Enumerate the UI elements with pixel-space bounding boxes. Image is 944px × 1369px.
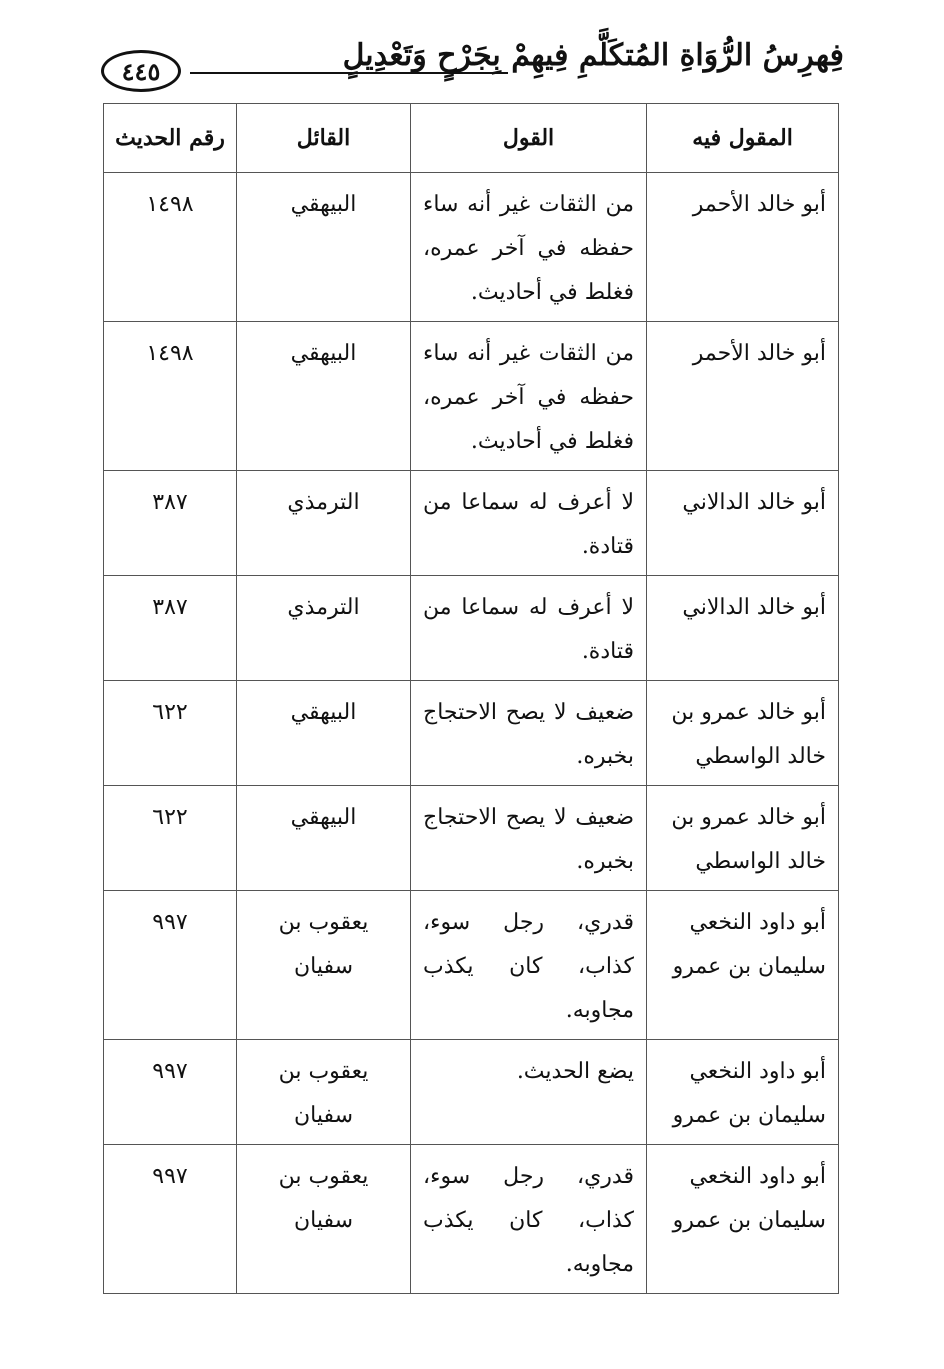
table-row (104, 1145, 839, 1294)
table-row (104, 173, 839, 322)
cell-speaker: الترمذي (237, 576, 411, 681)
table-row (104, 576, 839, 681)
cell-speaker: يعقوب بن سفيان (237, 1040, 411, 1145)
cell-subject: أبو خالد الدالاني (647, 471, 839, 576)
header-rule (190, 72, 508, 74)
cell-speaker: البيهقي (237, 681, 411, 786)
cell-saying: من الثقات غير أنه ساء حفظه في آخر عمره، فغلط في أحاديث. (411, 322, 647, 471)
cell-subject: أبو خالد الدالاني (647, 576, 839, 681)
page-number-badge (101, 50, 181, 92)
cell-subject: أبو داود النخعي سليمان بن عمرو (647, 1040, 839, 1145)
page-number: ٤٤٥ (121, 56, 161, 86)
cell-saying: قدري، رجل سوء، كذاب، كان يكذب مجاوبه. (411, 891, 647, 1040)
cell-subject: أبو خالد عمرو بن خالد الواسطي (647, 786, 839, 891)
column-header-subject: المقول فيه (647, 104, 839, 173)
cell-hadith-number: ٦٢٢ (104, 786, 237, 891)
cell-hadith-number: ٣٨٧ (104, 576, 237, 681)
cell-speaker: الترمذي (237, 471, 411, 576)
cell-hadith-number: ٩٩٧ (104, 891, 237, 1040)
cell-subject: أبو خالد الأحمر (647, 322, 839, 471)
cell-subject: أبو خالد الأحمر (647, 173, 839, 322)
page-header (0, 0, 944, 110)
cell-saying: ضعيف لا يصح الاحتجاج بخبره. (411, 786, 647, 891)
cell-saying: يضع الحديث. (411, 1040, 647, 1145)
table-row (104, 786, 839, 891)
cell-saying: لا أعرف له سماعا من قتادة. (411, 471, 647, 576)
cell-hadith-number: ٣٨٧ (104, 471, 237, 576)
cell-speaker: يعقوب بن سفيان (237, 891, 411, 1040)
running-title: فِهرِسُ الرُّوَاةِ المُتكَلَّمِ فِيهِمْ بِجَرْحٍ وَتَعْدِيلٍ (342, 38, 844, 73)
table-row (104, 1040, 839, 1145)
column-header-speaker: القائل (237, 104, 411, 173)
cell-subject: أبو خالد عمرو بن خالد الواسطي (647, 681, 839, 786)
cell-speaker: يعقوب بن سفيان (237, 1145, 411, 1294)
table-row (104, 322, 839, 471)
cell-hadith-number: ٩٩٧ (104, 1145, 237, 1294)
narrators-index-table (103, 103, 839, 1294)
cell-hadith-number: ١٤٩٨ (104, 173, 237, 322)
cell-subject: أبو داود النخعي سليمان بن عمرو (647, 891, 839, 1040)
cell-subject: أبو داود النخعي سليمان بن عمرو (647, 1145, 839, 1294)
cell-hadith-number: ٩٩٧ (104, 1040, 237, 1145)
cell-speaker: البيهقي (237, 173, 411, 322)
cell-saying: لا أعرف له سماعا من قتادة. (411, 576, 647, 681)
column-header-hadith-number: رقم الحديث (104, 104, 237, 173)
table-row (104, 471, 839, 576)
cell-saying: من الثقات غير أنه ساء حفظه في آخر عمره، فغلط في أحاديث. (411, 173, 647, 322)
cell-hadith-number: ١٤٩٨ (104, 322, 237, 471)
column-header-saying: القول (411, 104, 647, 173)
cell-speaker: البيهقي (237, 786, 411, 891)
table-header-row (104, 104, 839, 173)
cell-saying: ضعيف لا يصح الاحتجاج بخبره. (411, 681, 647, 786)
table-row (104, 891, 839, 1040)
cell-speaker: البيهقي (237, 322, 411, 471)
cell-hadith-number: ٦٢٢ (104, 681, 237, 786)
cell-saying: قدري، رجل سوء، كذاب، كان يكذب مجاوبه. (411, 1145, 647, 1294)
table-row (104, 681, 839, 786)
